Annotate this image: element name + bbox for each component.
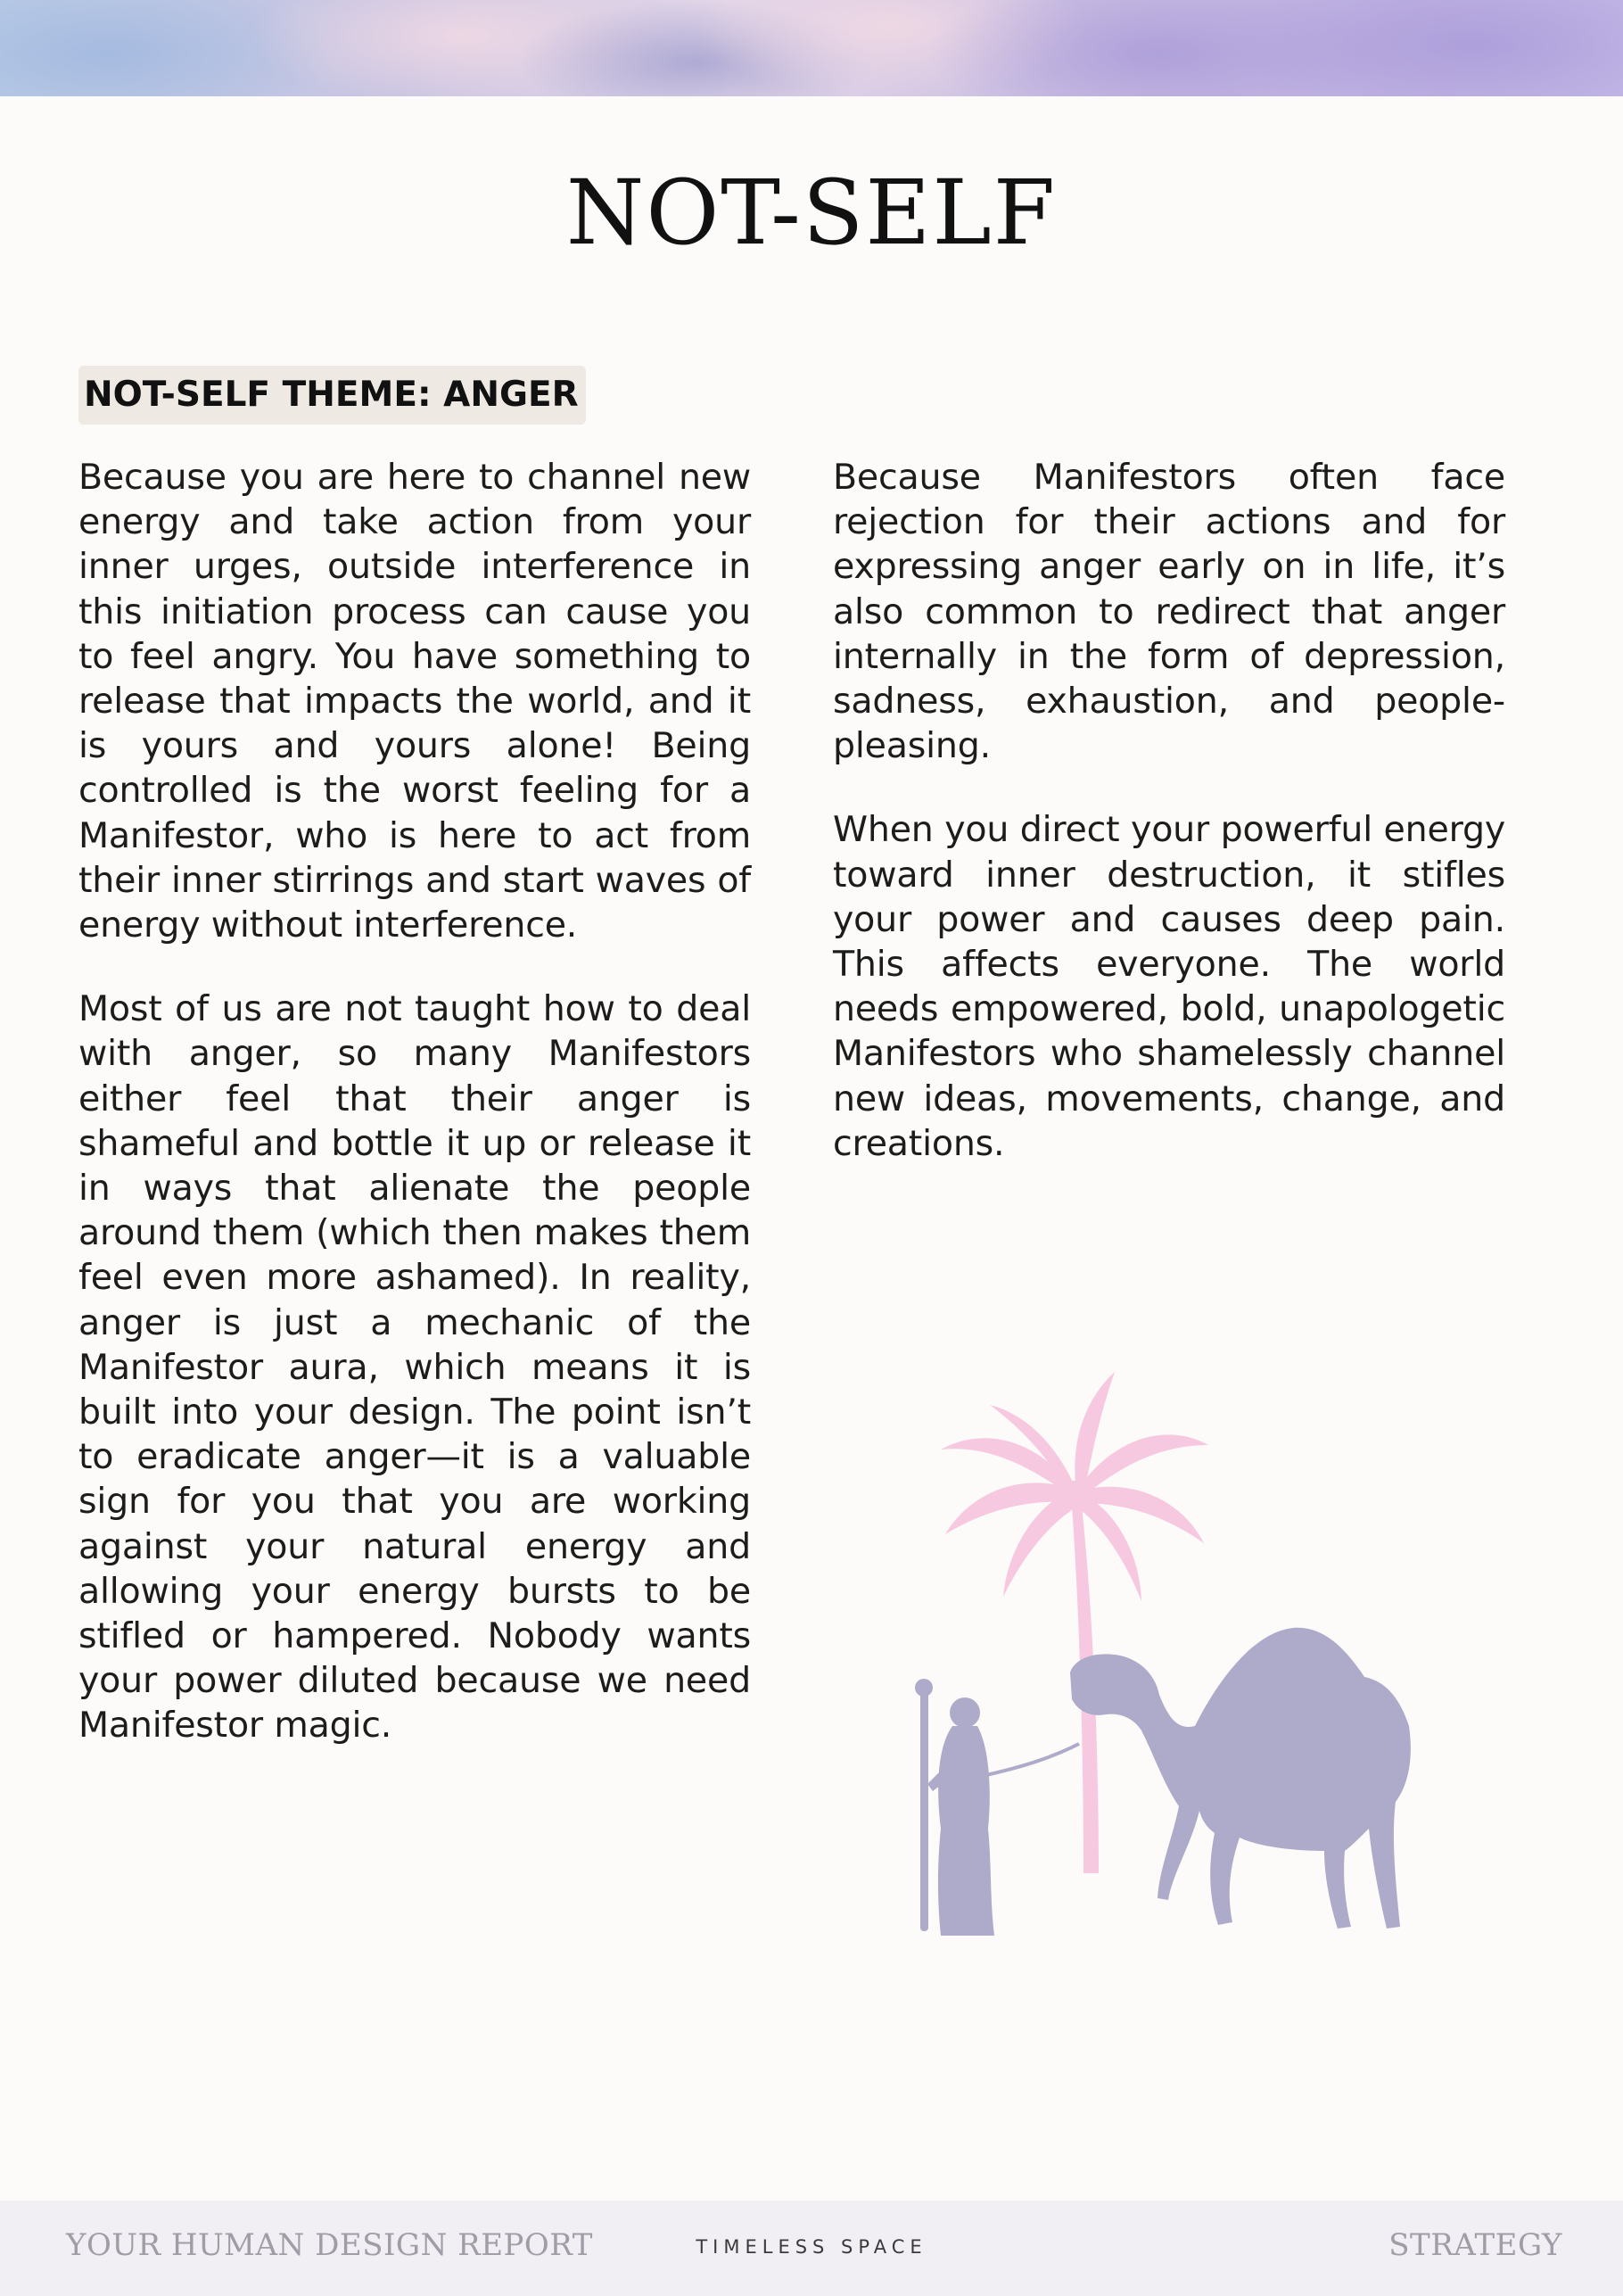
right-text-column bbox=[833, 455, 1505, 1205]
traveler-figure-icon bbox=[915, 1679, 994, 1936]
left-text-column bbox=[78, 455, 751, 1788]
watercolor-header-banner bbox=[0, 0, 1623, 96]
camel-icon bbox=[1070, 1628, 1411, 1928]
footer-section-name: STRATEGY bbox=[1388, 2227, 1562, 2263]
watercolor-texture-icon bbox=[0, 0, 1623, 96]
page-title: NOT-SELF bbox=[565, 161, 1058, 265]
camel-palm-traveler-illustration bbox=[901, 1365, 1436, 1945]
not-self-theme-badge: NOT-SELF THEME: ANGER bbox=[78, 366, 586, 425]
camel-palm-icon bbox=[901, 1365, 1436, 1945]
page-footer bbox=[0, 2201, 1623, 2296]
footer-brand: TIMELESS SPACE bbox=[696, 2236, 927, 2258]
right-paragraph-1: Because Manifestors often face rejection for their actions and for expressing anger early on in life, it’s also common to redirect that anger internally in the form of depression, sadness, exhaustion, and people-pleasing. bbox=[833, 457, 1505, 767]
lead-rope-icon bbox=[986, 1744, 1079, 1775]
footer-report-title: YOUR HUMAN DESIGN REPORT bbox=[66, 2227, 593, 2263]
right-paragraph-2: When you direct your powerful energy toward inner destruction, it stifles your power and causes deep pain. This affects everyone. The world needs empowered, bold, unapologetic Manifestors who shamelessly channel new ideas, movements, change, and creations. bbox=[833, 809, 1505, 1164]
left-paragraph-1: Because you are here to channel new energy and take action from your inner urges, outside interference in this initiation process can cause you to feel angry. You have something to release that impacts the world, and it is yours and yours alone! Being controlled is the worst feeling for a Manifestor, who is here to act from their inner stirrings and start waves of energy without interference. bbox=[78, 457, 751, 946]
left-paragraph-2: Most of us are not taught how to deal with anger, so many Manifestors either feel that their anger is shameful and bottle it up or release it in ways that alienate the people around them (which then makes them feel even more ashamed). In reality, anger is just a mechanic of the Manifestor aura, which means it is built into your design. The point isn’t to eradicate anger—it is a valuable sign for you that you are working against your natural energy and allowing your energy bursts to be stifled or hampered. Nobody wants your power diluted because we need Manifestor magic. bbox=[78, 988, 751, 1747]
palm-fronds-icon bbox=[941, 1372, 1208, 1601]
